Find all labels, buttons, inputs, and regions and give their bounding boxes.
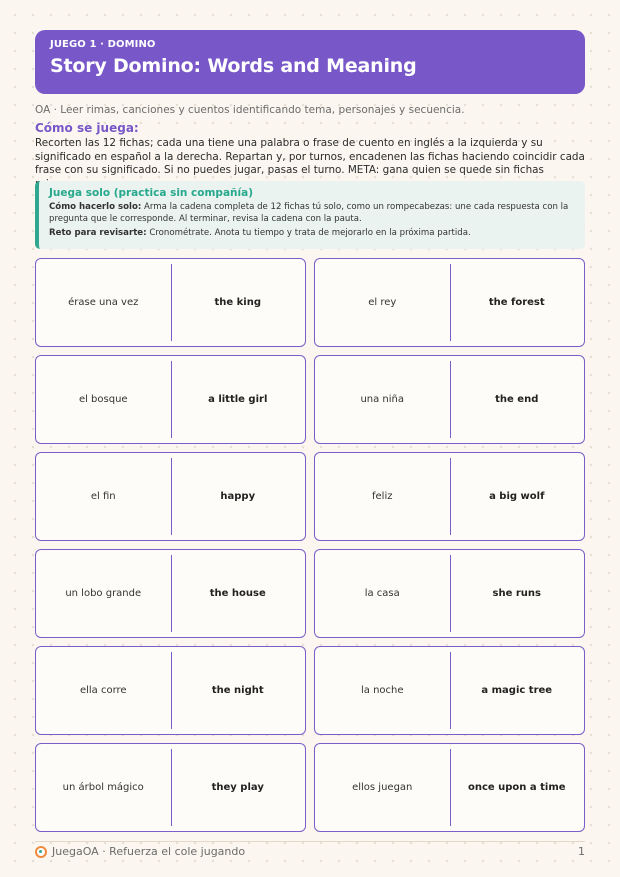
tile-divider <box>171 361 173 438</box>
tile-right: a big wolf <box>489 491 545 502</box>
domino-grid <box>35 258 585 832</box>
tile-divider <box>450 458 452 535</box>
tile-right: a little girl <box>208 394 268 405</box>
page-footer <box>35 841 585 858</box>
tile-left: la casa <box>364 588 400 599</box>
tile-left: feliz <box>372 491 393 502</box>
tile-left: un lobo grande <box>65 588 142 599</box>
domino-tile <box>35 355 306 444</box>
domino-tile <box>314 549 585 638</box>
domino-tile <box>35 549 306 638</box>
page-title: Story Domino: Words and Meaning <box>50 55 417 77</box>
tile-right: the house <box>209 588 266 599</box>
how-to-play-heading: Cómo se juega: <box>35 121 139 135</box>
tile-left: el rey <box>368 297 397 308</box>
tile-right: she runs <box>492 588 541 599</box>
page-number: 1 <box>578 845 585 858</box>
solo-challenge-label: Reto para revisarte: <box>49 228 147 238</box>
how-to-play-text: Recorten las 12 fichas; cada una tiene una palabra o frase de cuento en inglés a la izquierda y su significado en español a la derecha. Repartan y, por turnos, encadenen las fichas haciendo coincidir cada frase con su significado. Si no puedes jugar, pasas el turno. META: gana quien se quede sin fichas <box>35 137 585 176</box>
learning-objective: OA · Leer rimas, canciones y cuentos identificando tema, personajes y secuencia. <box>35 104 465 116</box>
tile-right: the night <box>211 685 264 696</box>
solo-play-box <box>35 181 585 249</box>
domino-tile <box>314 646 585 735</box>
solo-challenge-text: Cronométrate. Anota tu tiempo y trata de mejorarlo en la próxima partida. <box>149 228 471 238</box>
tile-divider <box>171 264 173 341</box>
tile-divider <box>171 652 173 729</box>
tile-left: érase una vez <box>68 297 139 308</box>
tile-left: ellos juegan <box>352 782 413 793</box>
solo-how-label: Cómo hacerlo solo: <box>49 202 142 212</box>
tile-right: they play <box>211 782 264 793</box>
tile-left: la noche <box>360 685 404 696</box>
domino-tile <box>35 743 306 832</box>
solo-how-text: Arma la cadena completa de 12 fichas tú solo, como un rompecabezas: une cada respuesta con la pregunta que le corresponde. Al terminar, revisa la cadena con la pauta. <box>49 202 569 224</box>
tile-left: el bosque <box>78 394 128 405</box>
domino-tile <box>35 258 306 347</box>
tile-divider <box>450 749 452 826</box>
tile-divider <box>171 458 173 535</box>
solo-challenge <box>49 227 575 239</box>
tile-divider <box>171 749 173 826</box>
tile-divider <box>171 555 173 632</box>
tile-right: once upon a time <box>467 782 566 793</box>
tile-right: happy <box>220 491 256 502</box>
tile-right: a magic tree <box>481 685 553 696</box>
circle-logo-icon <box>35 846 47 858</box>
tile-left: el fin <box>90 491 116 502</box>
footer-brand: JuegaOA · Refuerza el cole jugando <box>52 845 246 858</box>
tile-divider <box>450 361 452 438</box>
tile-right: the forest <box>488 297 545 308</box>
tile-left: ella corre <box>79 685 127 696</box>
tile-right: the end <box>495 394 539 405</box>
tile-divider <box>450 652 452 729</box>
domino-tile <box>35 452 306 541</box>
page-header <box>35 30 585 94</box>
solo-heading: Juega solo (practica sin compañía) <box>49 187 253 199</box>
tile-right: the king <box>214 297 262 308</box>
tile-left: un árbol mágico <box>62 782 144 793</box>
tile-divider <box>450 264 452 341</box>
solo-how <box>49 201 575 225</box>
footer-brand-group <box>35 845 245 858</box>
domino-tile <box>314 355 585 444</box>
domino-tile <box>314 452 585 541</box>
tile-divider <box>450 555 452 632</box>
game-kicker: JUEGO 1 · DOMINO <box>50 39 156 50</box>
tile-left: una niña <box>360 394 405 405</box>
domino-tile <box>35 646 306 735</box>
domino-tile <box>314 258 585 347</box>
domino-tile <box>314 743 585 832</box>
